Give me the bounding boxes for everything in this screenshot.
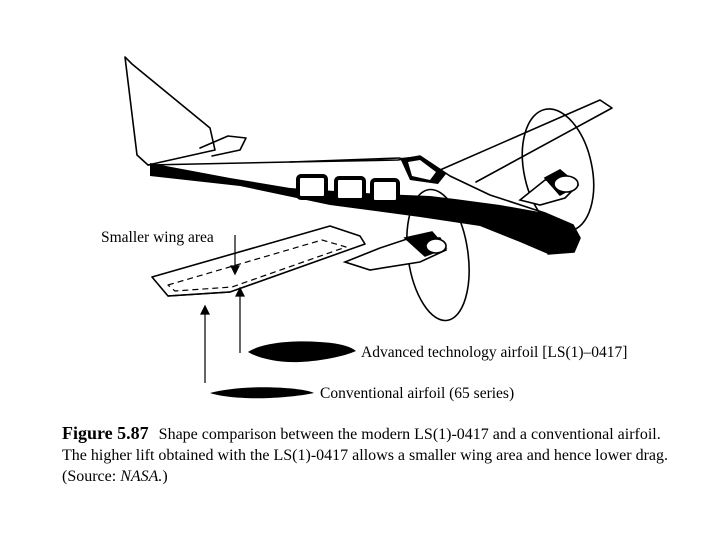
cabin-windows [298, 176, 398, 202]
wing-leading-edge [168, 292, 230, 296]
window-2 [336, 178, 364, 200]
upper-engine-nacelle [520, 170, 578, 205]
figure-number: Figure 5.87 [62, 423, 149, 443]
vertical-tail [125, 57, 215, 165]
horizontal-stabilizer [200, 136, 246, 156]
smaller-wing-area-label: Smaller wing area [101, 229, 214, 246]
window-1 [298, 176, 326, 198]
conventional-airfoil-label: Conventional airfoil (65 series) [320, 385, 515, 402]
window-3 [372, 180, 398, 202]
fuselage-stripe [150, 163, 580, 254]
advanced-airfoil-shape [248, 341, 356, 362]
upper-spinner [554, 176, 578, 192]
caption-source: NASA. [120, 468, 163, 485]
right-wing [440, 100, 612, 182]
lower-spinner [426, 239, 446, 253]
advanced-airfoil-label: Advanced technology airfoil [LS(1)–0417] [361, 344, 628, 361]
figure-caption [62, 423, 672, 487]
caption-text: Shape comparison between the modern LS(1)-0417 and a conventional airfoil. The higher lift obtained with the LS(1)-0417 allows a smaller wing area and hence lower drag. (Source: [62, 426, 669, 485]
caption-closing: ) [162, 468, 168, 485]
conventional-airfoil-shape [210, 387, 314, 398]
